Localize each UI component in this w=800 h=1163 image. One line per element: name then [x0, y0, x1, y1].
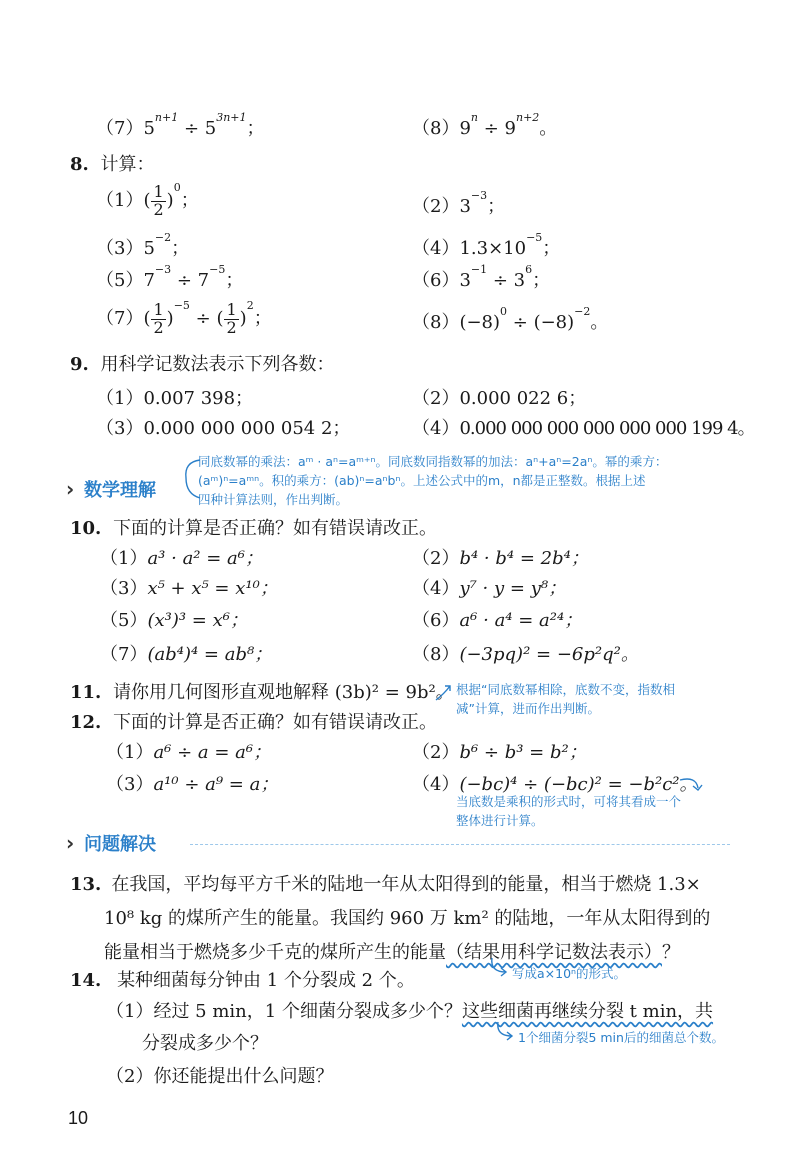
- item-label: （2）: [412, 742, 460, 763]
- q12-item-3: [106, 770, 278, 796]
- section-title: 数学理解: [83, 480, 156, 501]
- item-label: （8）: [412, 644, 460, 665]
- exponent: 3n+1: [216, 111, 247, 124]
- punct: ；: [180, 190, 199, 211]
- question-number: 8.: [70, 154, 89, 175]
- item-label: （7）: [100, 644, 148, 665]
- exponent: n: [470, 111, 478, 124]
- item-label: （8）: [412, 118, 460, 139]
- question-text: 请你用几何图形直观地解释 (3b)² = 9b²。: [113, 682, 454, 703]
- question-text: 下面的计算是否正确？如有错误请改正。: [113, 712, 438, 733]
- q10-item-5: [100, 606, 248, 632]
- callout-curve-icon: [678, 774, 708, 796]
- item-label: （8）: [412, 312, 460, 333]
- item-label: （6）: [412, 610, 460, 631]
- emphasized-text: 这些细菌再继续分裂 t min，共: [461, 1001, 714, 1022]
- item-expr: a⁶ · a⁴ = a²⁴；: [459, 610, 583, 631]
- q10-item-3: [100, 574, 278, 600]
- question-text: 你还能提出什么问题？: [153, 1066, 334, 1087]
- question-8: [70, 150, 155, 176]
- note-line: 减”计算，进而作出判断。: [456, 701, 600, 716]
- question-12: [70, 708, 437, 734]
- exponent: n+1: [154, 111, 179, 124]
- exponent: 2: [246, 299, 254, 312]
- question-11: [70, 678, 454, 704]
- question-text: 经过 5 min，1 个细菌分裂成多少个？: [153, 1001, 462, 1022]
- item-label: （1）: [100, 548, 148, 569]
- denominator: 2: [226, 318, 237, 337]
- page-number: 10: [68, 1108, 89, 1128]
- item-expr: (−3pq)² = −6p²q²。: [459, 644, 639, 665]
- operator: ÷ 9: [478, 118, 516, 139]
- q8-item-7: [96, 299, 272, 337]
- operator: ÷ (: [189, 308, 224, 329]
- q10-item-4: [412, 574, 566, 600]
- operator: ÷ (−8): [507, 312, 575, 333]
- note-line: 同底数幂的乘法：aᵐ · aⁿ=aᵐ⁺ⁿ。同底数同指数幂的加法：aⁿ+aⁿ=2aⁿ。幂的乘方：: [198, 454, 668, 469]
- chevron-right-icon: ›: [66, 477, 75, 501]
- fraction: [224, 302, 238, 336]
- item-value: 0.000 000 000 054 2；: [143, 418, 351, 439]
- base: 3: [459, 196, 471, 217]
- section-header-math: [66, 476, 156, 502]
- chevron-right-icon: ›: [66, 831, 75, 855]
- item-expr: a³ · a² = a⁶；: [147, 548, 263, 569]
- item-label: （4）: [412, 238, 460, 259]
- item-label: （2）: [412, 196, 460, 217]
- exponent: 6: [525, 263, 533, 276]
- operator: ÷ 5: [178, 118, 217, 139]
- item-label: （3）: [106, 774, 154, 795]
- q9-item-3: [96, 414, 350, 440]
- question-number: 13.: [70, 874, 102, 895]
- q9-item-4: [412, 414, 755, 440]
- base: 7: [143, 270, 155, 291]
- fraction: [151, 302, 165, 336]
- question-text: 用科学记数法表示下列各数：: [100, 354, 335, 375]
- q14-sub-2: [106, 1062, 333, 1088]
- note-line: 四种计算法则，作出判断。: [198, 492, 349, 507]
- q10-item-2: [412, 544, 589, 570]
- math-note: [198, 452, 758, 509]
- q8-item-4: [412, 231, 561, 260]
- punct: 。: [539, 118, 558, 139]
- item-value: 0.007 398；: [143, 388, 254, 409]
- question-text: 在我国，平均每平方千米的陆地一年从太阳得到的能量，相当于燃烧 1.3×: [111, 874, 701, 895]
- question-number: 12.: [70, 712, 102, 733]
- punct: ；: [253, 308, 272, 329]
- item-label: （1）: [96, 388, 144, 409]
- item-label: （1）: [96, 190, 144, 211]
- note-line: 当底数是乘积的形式时，可将其看成一个: [456, 794, 682, 809]
- q13-line-2: [104, 902, 710, 936]
- exponent: −1: [470, 263, 488, 276]
- punct: ；: [171, 238, 190, 259]
- q8-item-3: [96, 231, 190, 260]
- callout-hook-icon: [494, 1020, 516, 1044]
- operator: ÷ 7: [171, 270, 210, 291]
- q8-item-8: [412, 305, 609, 334]
- punct: ；: [532, 270, 551, 291]
- question-10: [70, 514, 437, 540]
- item-expr: a⁶ ÷ a = a⁶；: [153, 742, 272, 763]
- question-text: 某种细菌每分钟由 1 个分裂成 2 个。: [117, 970, 415, 991]
- item-label: （3）: [100, 578, 148, 599]
- item-label: （3）: [96, 418, 144, 439]
- paren: ): [239, 308, 247, 329]
- q8-item-1: [96, 181, 199, 219]
- q14-sub-1-line-1: [106, 996, 713, 1028]
- q12-item-2: [412, 738, 587, 764]
- item-expr: b⁶ ÷ b³ = b²；: [459, 742, 587, 763]
- exponent: n+2: [515, 111, 540, 124]
- q14-note-b: [518, 1028, 724, 1047]
- question-13: [70, 868, 710, 970]
- item-expr: (ab⁴)⁴ = ab⁸；: [147, 644, 273, 665]
- exponent: −3: [470, 189, 488, 202]
- q9-item-1: [96, 384, 253, 410]
- denominator: 2: [153, 318, 164, 337]
- exponent: −3: [154, 263, 172, 276]
- item-label: （5）: [96, 270, 144, 291]
- question-number: 11.: [70, 682, 102, 703]
- fraction: [151, 184, 165, 218]
- item-label: （6）: [412, 270, 460, 291]
- numerator: 1: [153, 182, 164, 201]
- item-expr: x⁵ + x⁵ = x¹⁰；: [147, 578, 278, 599]
- item-label: （2）: [412, 388, 460, 409]
- section-header-problem: [66, 830, 156, 856]
- question-text: 下面的计算是否正确？如有错误请改正。: [113, 518, 438, 539]
- note-line: 整体进行计算。: [456, 813, 544, 828]
- note-line: 1个细菌分裂5 min后的细菌总个数。: [518, 1030, 724, 1045]
- section-title: 问题解决: [83, 834, 156, 855]
- item-label: （7）: [96, 308, 144, 329]
- item-label: （5）: [100, 610, 148, 631]
- base: 3: [459, 270, 471, 291]
- question-text: 能量相当于燃烧多少千克的煤所产生的能量: [104, 942, 446, 963]
- q10-item-6: [412, 606, 582, 632]
- item-label: （2）: [412, 548, 460, 569]
- question-14: [70, 966, 415, 992]
- operator: ÷ 3: [487, 270, 526, 291]
- question-9: [70, 350, 335, 376]
- item-expr: b⁴ · b⁴ = 2b⁴；: [459, 548, 589, 569]
- item-label: （1）: [106, 1001, 154, 1022]
- exponent: −2: [574, 305, 591, 318]
- item-value: 0.000 022 6；: [459, 388, 587, 409]
- paren: ): [166, 308, 174, 329]
- exponent: −5: [526, 231, 543, 244]
- item-label: （3）: [96, 238, 144, 259]
- item-expr: y⁷ · y = y⁸；: [459, 578, 567, 599]
- item-label: （4）: [412, 578, 460, 599]
- item-label: （2）: [106, 1066, 154, 1087]
- punct: ；: [487, 196, 506, 217]
- punct: ；: [246, 118, 265, 139]
- item-expr: (x³)³ = x⁶；: [147, 610, 248, 631]
- denominator: 2: [153, 200, 164, 219]
- base: 5: [143, 118, 155, 139]
- q8-item-2: [412, 189, 506, 218]
- item-value: 0.000 000 000 000 000 000 199 4。: [459, 418, 755, 439]
- base: (−8): [459, 312, 501, 333]
- callout-arrow-icon: [434, 680, 454, 702]
- question-text: 计算：: [100, 154, 155, 175]
- numerator: 1: [226, 300, 237, 319]
- punct: ；: [542, 238, 561, 259]
- note-line: 根据“同底数幂相除，底数不变，指数相: [456, 682, 675, 697]
- paren: (: [143, 190, 151, 211]
- item-expr: a¹⁰ ÷ a⁹ = a；: [153, 774, 279, 795]
- note-line: (aᵐ)ⁿ=aᵐⁿ。积的乘方：(ab)ⁿ=aⁿbⁿ。上述公式中的m，n都是正整数。根据上述: [198, 473, 646, 488]
- question-text: 分裂成多少个？: [142, 1033, 268, 1054]
- q11-note: [456, 680, 675, 718]
- q12-note: [456, 792, 681, 830]
- exponent: −2: [154, 231, 172, 244]
- exponent: −5: [209, 263, 226, 276]
- note-line: 写成a×10ⁿ的形式。: [512, 966, 627, 981]
- exponent: 0: [500, 305, 508, 318]
- section-divider: [190, 844, 730, 845]
- expr-row7-left: [96, 111, 265, 140]
- base: 9: [459, 118, 471, 139]
- base: 1.3×10: [459, 238, 527, 259]
- emphasized-text: （结果用科学记数法表示）: [446, 942, 662, 963]
- item-label: （7）: [96, 118, 144, 139]
- q8-item-6: [412, 263, 551, 292]
- item-label: （1）: [106, 742, 154, 763]
- q13-line-1: [70, 868, 710, 902]
- question-number: 14.: [70, 970, 102, 991]
- base: 5: [143, 238, 155, 259]
- paren: (: [143, 308, 151, 329]
- item-label: （4）: [412, 418, 460, 439]
- question-text: 10⁸ kg 的煤所产生的能量。我国约 960 万 km² 的陆地，一年从太阳得到的: [104, 908, 711, 929]
- question-number: 9.: [70, 354, 89, 375]
- q14-note-a: [512, 964, 626, 983]
- q10-item-8: [412, 640, 639, 666]
- punct: ；: [225, 270, 244, 291]
- q10-item-1: [100, 544, 263, 570]
- callout-hook-icon: [488, 956, 510, 980]
- item-label: （4）: [412, 774, 460, 795]
- exponent: 0: [173, 181, 181, 194]
- exponent: −5: [173, 299, 190, 312]
- item-expr: (−bc)⁴ ÷ (−bc)² = −b²c²。: [459, 774, 698, 795]
- question-number: 10.: [70, 518, 102, 539]
- q8-item-5: [96, 263, 244, 292]
- question-text: ？: [662, 942, 680, 963]
- numerator: 1: [153, 300, 164, 319]
- q9-item-2: [412, 384, 586, 410]
- punct: 。: [590, 312, 609, 333]
- q12-item-1: [106, 738, 271, 764]
- paren: ): [166, 190, 174, 211]
- expr-row7-right: [412, 111, 558, 140]
- q10-item-7: [100, 640, 272, 666]
